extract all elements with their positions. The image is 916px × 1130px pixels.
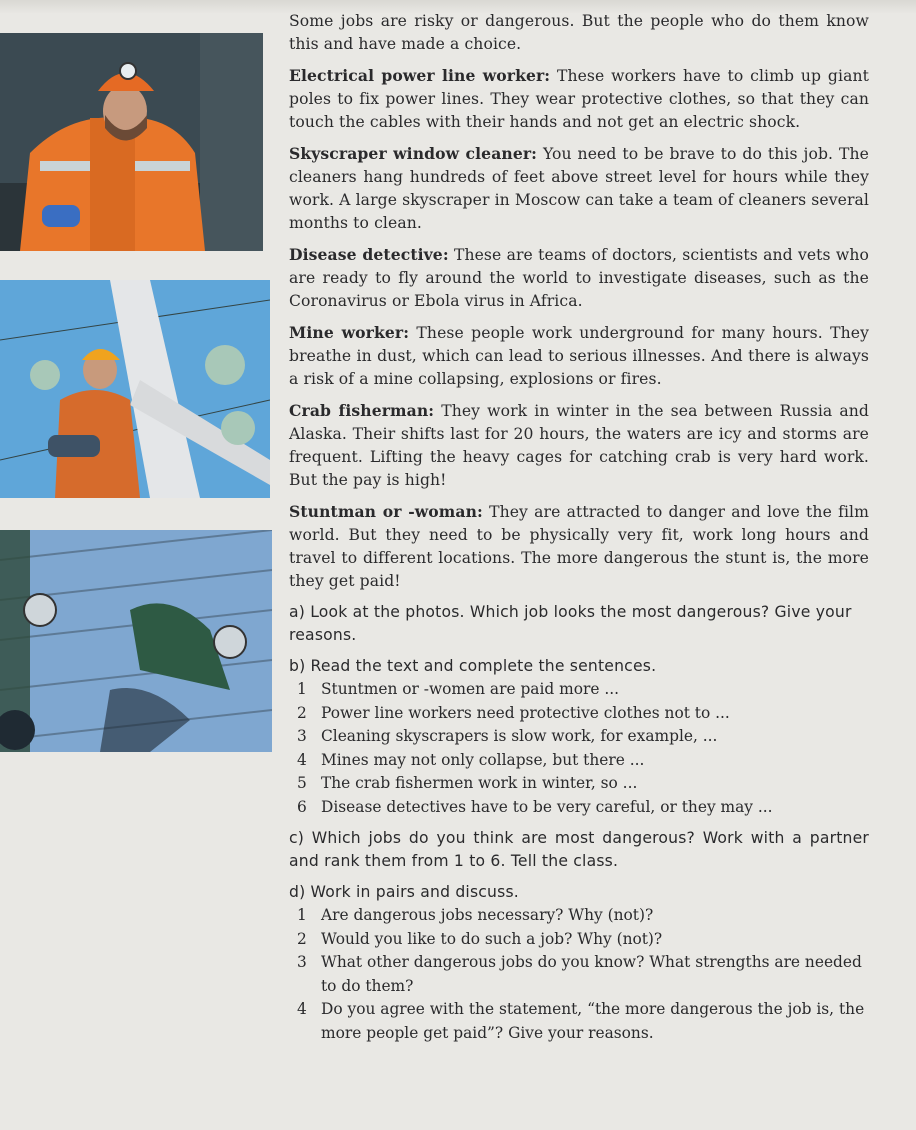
item-number: 3: [297, 727, 307, 745]
item-number: 1: [297, 906, 307, 924]
job-description: These people work underground for many hours. They breathe in dust, which can lead to serious illnesses. And there is always a risk of a mine collapsing, explosions or fires.: [289, 324, 869, 388]
item-number: 2: [297, 703, 307, 722]
item-text: Do you agree with the statement, “the more dangerous the job is, the more people get paid”? Give your reasons.: [321, 1000, 865, 1042]
job-title: Stuntman or -woman:: [289, 502, 483, 521]
item-number: 4: [297, 1000, 307, 1018]
item-text: Disease detectives have to be very careful, or they may ...: [321, 797, 773, 816]
list-item: [289, 904, 869, 928]
list-item: [289, 678, 869, 702]
item-number: 2: [297, 929, 307, 948]
job-crab-fisherman: [289, 399, 869, 492]
job-title: Mine worker:: [289, 323, 410, 342]
item-text: Power line workers need protective clothes not to ...: [321, 703, 730, 722]
window-cleaner-photo: [0, 530, 272, 752]
task-d-instruction: d) Work in pairs and discuss.: [289, 883, 519, 901]
task-c-instruction: c) Which jobs do you think are most dangerous? Work with a partner and rank them from 1 to 6. Tell the class.: [289, 829, 869, 870]
item-text: Cleaning skyscrapers is slow work, for example, ...: [321, 727, 718, 745]
item-number: 1: [297, 680, 307, 698]
mine-worker-photo: [0, 33, 263, 251]
task-a: [289, 601, 869, 647]
item-text: What other dangerous jobs do you know? What strengths are needed to do them?: [321, 953, 862, 995]
item-number: 6: [297, 797, 307, 816]
list-item: [289, 951, 869, 998]
job-disease-detective: [289, 243, 869, 313]
list-item: [289, 749, 869, 773]
item-text: Mines may not only collapse, but there ...: [321, 750, 645, 769]
item-number: 5: [297, 774, 307, 792]
task-b: [289, 655, 869, 819]
item-text: Would you like to do such a job? Why (not)?: [321, 929, 663, 948]
job-description: These are teams of doctors, scientists and vets who are ready to fly around the world to investigate diseases, such as the Coronavirus or Ebola virus in Africa.: [289, 246, 869, 310]
task-c: [289, 827, 869, 873]
task-a-instruction: a) Look at the photos. Which job looks the most dangerous? Give your reasons.: [289, 603, 852, 644]
list-item: [289, 702, 869, 726]
item-number: 3: [297, 953, 307, 971]
job-title: Skyscraper window cleaner:: [289, 144, 538, 163]
job-description: They are attracted to danger and love the film world. But they need to be physically very fit, work long hours and travel to different locations. The more dangerous the stunt is, the more they get paid!: [289, 503, 870, 590]
power-line-worker-photo: [0, 280, 270, 498]
job-title: Disease detective:: [289, 245, 449, 264]
list-item: [289, 796, 869, 820]
list-item: [289, 998, 869, 1045]
job-title: Electrical power line worker:: [289, 66, 551, 85]
job-description: You need to be brave to do this job. The cleaners hang hundreds of feet above street level for hours while they work. A large skyscraper in Moscow can take a team of cleaners several months to clean.: [289, 145, 869, 232]
job-power-line-worker: [289, 64, 869, 134]
task-d-list: [289, 904, 869, 1045]
task-b-instruction: b) Read the text and complete the sentences.: [289, 657, 657, 675]
text-column: [289, 10, 869, 1053]
item-number: 4: [297, 750, 307, 769]
task-d: [289, 881, 869, 1045]
task-b-list: [289, 678, 869, 819]
job-description: These workers have to climb up giant poles to fix power lines. They wear protective clothes, so that they can touch the cables with their hands and not get an electric shock.: [289, 67, 869, 131]
job-description: They work in winter in the sea between Russia and Alaska. Their shifts last for 20 hours, the waters are icy and storms are frequent. Lifting the heavy cages for catching crab is very hard work. But the pay is high!: [289, 402, 869, 489]
item-text: The crab fishermen work in winter, so ...: [321, 774, 638, 792]
job-window-cleaner: [289, 142, 869, 235]
job-title: Crab fisherman:: [289, 401, 435, 420]
intro-paragraph: Some jobs are risky or dangerous. But the people who do them know this and have made a choice.: [289, 12, 869, 53]
item-text: Are dangerous jobs necessary? Why (not)?: [321, 906, 654, 924]
list-item: [289, 772, 869, 796]
job-stuntman: [289, 500, 869, 593]
list-item: [289, 725, 869, 749]
job-mine-worker: [289, 321, 869, 391]
list-item: [289, 928, 869, 952]
item-text: Stuntmen or -women are paid more ...: [321, 680, 620, 698]
